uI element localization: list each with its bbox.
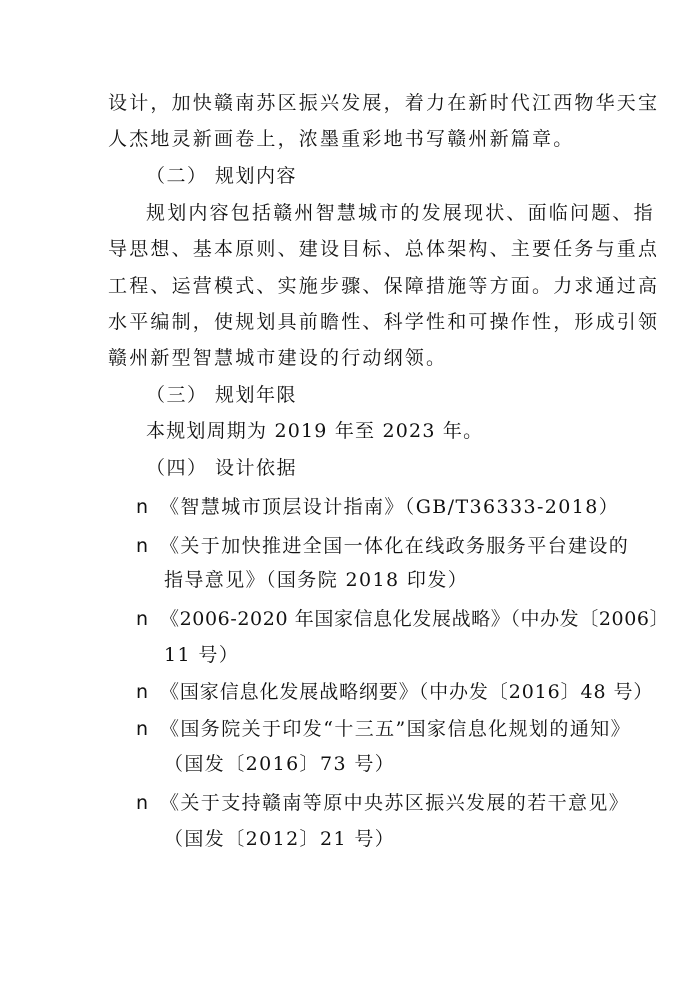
reference-item-2: 《关于加快推进全国一体化在线政务服务平台建设的 xyxy=(160,535,630,557)
bullet-marker-1: n xyxy=(136,496,149,518)
bullet-marker-6: n xyxy=(136,792,149,814)
bullet-marker-5: n xyxy=(136,718,149,740)
section-2-line-1: 规划内容包括赣州智慧城市的发展现状、面临问题、指 xyxy=(146,202,655,224)
reference-item-4: 《国家信息化发展战略纲要》（中办发〔2016〕48 号） xyxy=(160,681,654,703)
intro-line-1: 设计，加快赣南苏区振兴发展，着力在新时代江西物华天宝 xyxy=(108,92,660,114)
section-2-line-5: 赣州新型智慧城市建设的行动纲领。 xyxy=(108,347,448,369)
intro-line-2: 人杰地灵新画卷上，浓墨重彩地书写赣州新篇章。 xyxy=(108,128,575,150)
reference-item-3-cont: 11 号） xyxy=(164,644,240,666)
reference-item-5-cont: （国发〔2016〕73 号） xyxy=(164,753,396,775)
reference-item-6: 《关于支持赣南等原中央苏区振兴发展的若干意见》 xyxy=(160,792,630,814)
reference-item-2-cont: 指导意见》（国务院 2018 印发） xyxy=(164,569,469,591)
bullet-marker-2: n xyxy=(136,535,149,557)
section-3-text: 本规划周期为 2019 年至 2023 年。 xyxy=(146,420,484,442)
section-2-line-2: 导思想、基本原则、建设目标、总体架构、主要任务与重点 xyxy=(108,238,660,260)
reference-item-1: 《智慧城市顶层设计指南》（GB/T36333-2018） xyxy=(160,496,620,518)
bullet-marker-4: n xyxy=(136,681,149,703)
reference-item-3: 《2006-2020 年国家信息化发展战略》（中办发〔2006〕 xyxy=(160,608,670,630)
reference-item-5: 《国务院关于印发“十三五”国家信息化规划的通知》 xyxy=(160,718,632,740)
section-2-line-3: 工程、运营模式、实施步骤、保障措施等方面。力求通过高 xyxy=(108,275,660,297)
section-2-heading: （二） 规划内容 xyxy=(146,165,298,187)
bullet-marker-3: n xyxy=(136,608,149,630)
section-2-line-4: 水平编制，使规划具前瞻性、科学性和可操作性，形成引领 xyxy=(108,311,660,333)
section-4-heading: （四） 设计依据 xyxy=(146,457,298,479)
section-3-heading: （三） 规划年限 xyxy=(146,384,298,406)
reference-item-6-cont: （国发〔2012〕21 号） xyxy=(164,828,396,850)
